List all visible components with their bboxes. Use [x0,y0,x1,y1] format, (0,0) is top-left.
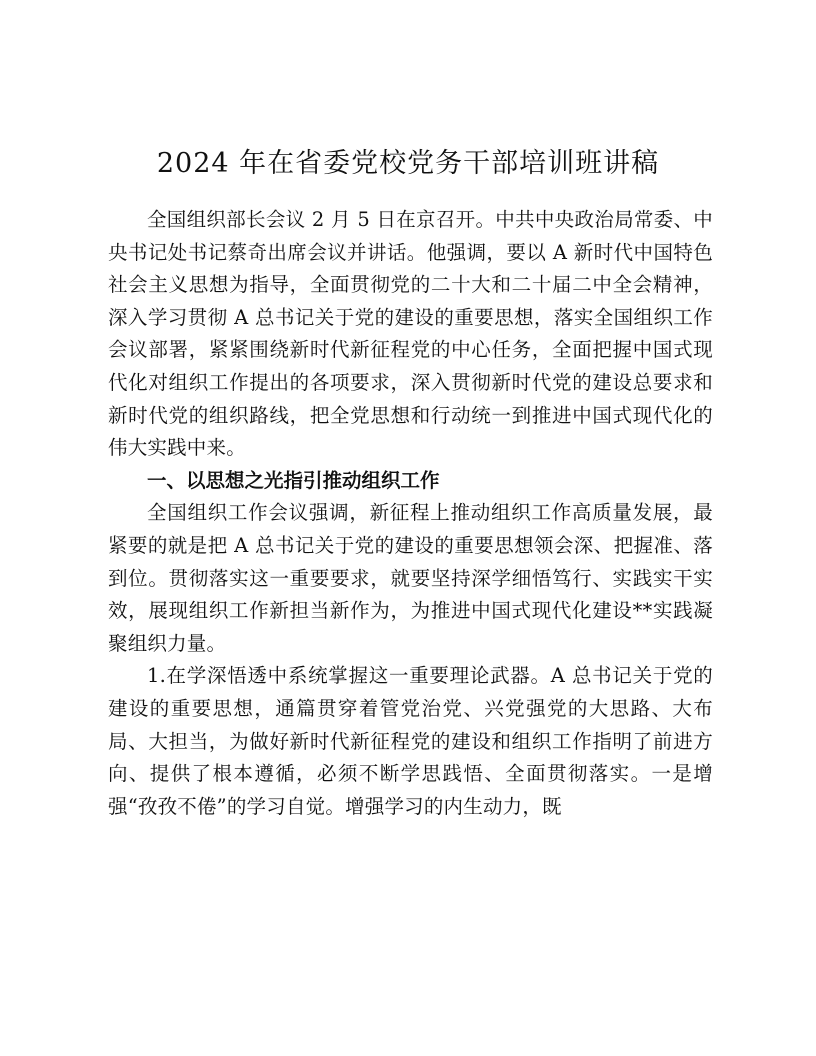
document-body [108,204,713,823]
paragraph-intro: 全国组织部长会议 2 月 5 日在京召开。中共中央政治局常委、中央书记处书记蔡奇出席会议并讲话。他强调，要以 A 新时代中国特色社会主义思想为指导，全面贯彻党的二十大和二十届二中全会精神，深入学习贯彻 A 总书记关于党的建设的重要思想，落实全国组织工作会议部署，紧紧围绕新时代新征程党的中心任务，全面把握中国式现代化对组织工作提出的各项要求，深入贯彻新时代党的建设总要求和新时代党的组织路线，把全党思想和行动统一到推进中国式现代化的伟大实践中来。 [108,208,713,460]
document-title: 2024 年在省委党校党务干部培训班讲稿 [156,148,660,179]
paragraph-point-1: 1.在学深悟透中系统掌握这一重要理论武器。A 总书记关于党的建设的重要思想，通篇贯穿着管党治党、兴党强党的大思路、大布局、大担当，为做好新时代新征程党的建设和组织工作指明了前进方向、提供了根本遵循，必须不断学思践悟、全面贯彻落实。一是增强“孜孜不倦”的学习自觉。增强学习的内生动力，既 [108,664,713,818]
section-heading-1: 一、以思想之光指引推动组织工作 [147,468,440,492]
paragraph-section-1: 全国组织工作会议强调，新征程上推动组织工作高质量发展，最紧要的就是把 A 总书记关于党的建设的重要思想领会深、把握准、落到位。贯彻落实这一重要要求，就要坚持深学细悟笃行、实践实干实效，展现组织工作新担当新作为，为推进中国式现代化建设**实践凝聚组织力量。 [108,501,713,655]
